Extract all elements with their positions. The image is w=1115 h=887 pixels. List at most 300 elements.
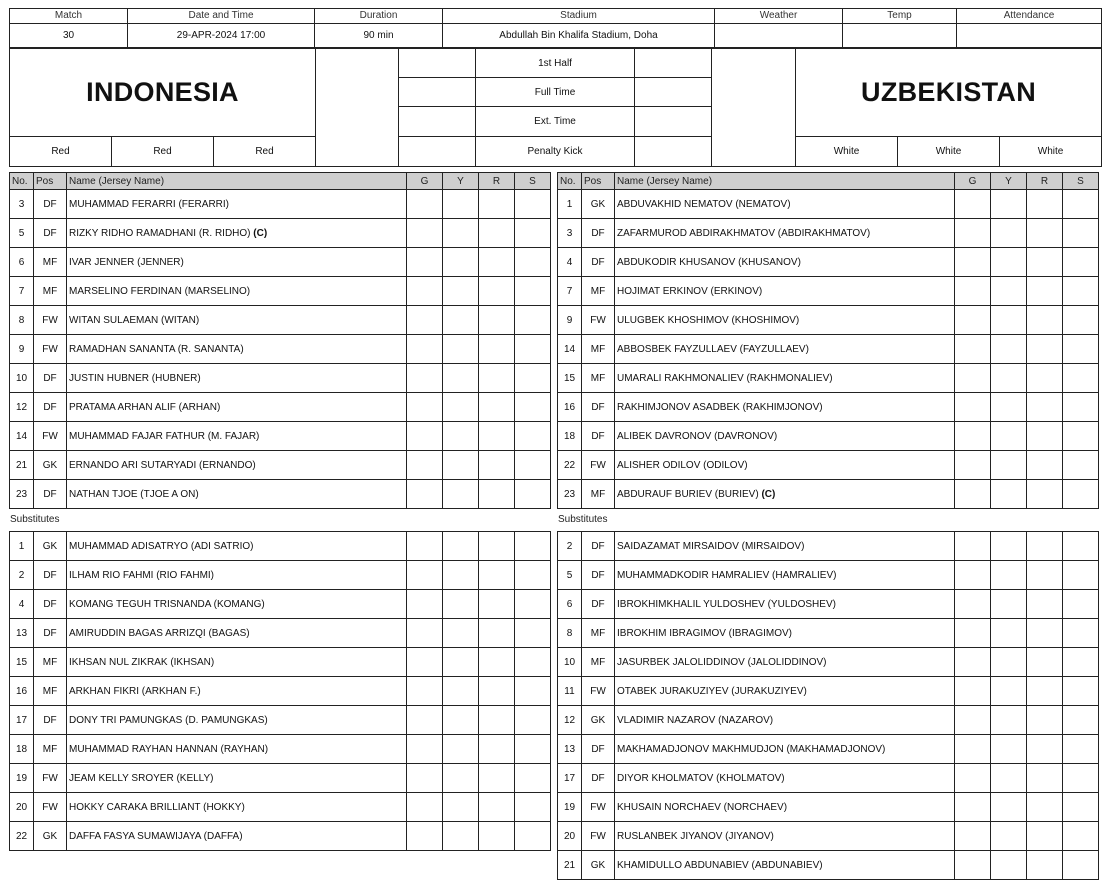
player-goals-cell: [955, 764, 991, 793]
column-header-no: No.: [10, 173, 34, 190]
player-yellow-cell: [991, 677, 1027, 706]
table-row: [10, 219, 551, 248]
player-yellow-cell: [991, 335, 1027, 364]
player-red-cell: [1027, 451, 1063, 480]
player-name: JASURBEK JALOLIDDINOV (JALOLIDDINOV): [617, 656, 827, 668]
table-row: [10, 619, 551, 648]
attendance-header: Attendance: [957, 9, 1102, 24]
table-row: [10, 532, 551, 561]
player-yellow-cell: [443, 590, 479, 619]
player-goals-cell: [955, 561, 991, 590]
player-goals-cell: [955, 335, 991, 364]
home-penalty-score: [399, 136, 476, 166]
player-position: FW: [34, 335, 67, 364]
player-name-cell: [67, 648, 407, 677]
player-yellow-cell: [443, 364, 479, 393]
player-name-cell: [615, 248, 955, 277]
player-yellow-cell: [991, 764, 1027, 793]
away-kit-shirt: White: [796, 136, 898, 166]
player-yellow-cell: [991, 219, 1027, 248]
player-sub-cell: [1063, 532, 1099, 561]
player-sub-cell: [515, 219, 551, 248]
player-position: FW: [582, 793, 615, 822]
table-row: [10, 480, 551, 509]
player-name: KHUSAIN NORCHAEV (NORCHAEV): [617, 801, 788, 813]
full-time-label: Full Time: [476, 78, 635, 107]
home-sub-table: [9, 531, 551, 851]
player-goals-cell: [955, 619, 991, 648]
player-red-cell: [479, 735, 515, 764]
player-name-cell: [67, 190, 407, 219]
player-goals-cell: [407, 190, 443, 219]
player-number: 20: [10, 793, 34, 822]
player-yellow-cell: [443, 764, 479, 793]
player-position: MF: [34, 248, 67, 277]
player-name-cell: [67, 364, 407, 393]
table-row: [10, 764, 551, 793]
player-red-cell: [1027, 277, 1063, 306]
player-red-cell: [479, 619, 515, 648]
player-position: MF: [34, 277, 67, 306]
player-red-cell: [1027, 648, 1063, 677]
player-position: DF: [582, 248, 615, 277]
player-yellow-cell: [991, 451, 1027, 480]
match-info-table: [9, 8, 1102, 48]
player-goals-cell: [955, 190, 991, 219]
player-red-cell: [1027, 422, 1063, 451]
table-row: [558, 619, 1099, 648]
player-position: DF: [582, 764, 615, 793]
player-number: 8: [10, 306, 34, 335]
player-sub-cell: [1063, 590, 1099, 619]
table-row: [558, 451, 1099, 480]
player-name-cell: [67, 677, 407, 706]
player-red-cell: [479, 532, 515, 561]
player-red-cell: [1027, 764, 1063, 793]
player-sub-cell: [1063, 248, 1099, 277]
away-kit-socks: White: [1000, 136, 1102, 166]
match-stadium: Abdullah Bin Khalifa Stadium, Doha: [443, 24, 715, 48]
column-header-r: R: [479, 173, 515, 190]
player-position: GK: [34, 532, 67, 561]
player-number: 21: [10, 451, 34, 480]
home-full-time-score: [399, 78, 476, 107]
player-number: 11: [558, 677, 582, 706]
player-number: 21: [558, 851, 582, 880]
player-sub-cell: [1063, 735, 1099, 764]
player-red-cell: [479, 706, 515, 735]
table-row: [558, 190, 1099, 219]
player-name-cell: [615, 219, 955, 248]
player-number: 10: [10, 364, 34, 393]
player-number: 18: [558, 422, 582, 451]
player-number: 7: [558, 277, 582, 306]
player-name: ILHAM RIO FAHMI (RIO FAHMI): [69, 569, 215, 581]
table-row: [558, 393, 1099, 422]
table-row: [10, 706, 551, 735]
player-yellow-cell: [443, 706, 479, 735]
player-name-cell: [615, 706, 955, 735]
player-sub-cell: [1063, 793, 1099, 822]
player-number: 13: [558, 735, 582, 764]
player-sub-cell: [1063, 677, 1099, 706]
player-name-cell: [67, 706, 407, 735]
player-goals-cell: [407, 532, 443, 561]
first-half-label: 1st Half: [476, 49, 635, 78]
player-sub-cell: [515, 677, 551, 706]
player-red-cell: [479, 480, 515, 509]
player-goals-cell: [955, 532, 991, 561]
player-yellow-cell: [991, 590, 1027, 619]
player-position: FW: [582, 451, 615, 480]
player-position: GK: [582, 706, 615, 735]
player-yellow-cell: [991, 190, 1027, 219]
player-name: OTABEK JURAKUZIYEV (JURAKUZIYEV): [617, 685, 807, 697]
table-row: [558, 219, 1099, 248]
player-red-cell: [1027, 735, 1063, 764]
player-yellow-cell: [991, 735, 1027, 764]
away-1st-half-score: [635, 49, 712, 78]
player-goals-cell: [955, 822, 991, 851]
player-name: KHAMIDULLO ABDUNABIEV (ABDUNABIEV): [617, 859, 823, 871]
player-red-cell: [1027, 480, 1063, 509]
player-name: ARKHAN FIKRI (ARKHAN F.): [69, 685, 201, 697]
player-yellow-cell: [443, 480, 479, 509]
captain-badge: (C): [253, 227, 268, 239]
table-row: [10, 364, 551, 393]
player-name-cell: [615, 451, 955, 480]
player-red-cell: [479, 190, 515, 219]
player-number: 12: [558, 706, 582, 735]
table-row: [10, 677, 551, 706]
player-name-cell: [615, 277, 955, 306]
player-sub-cell: [515, 793, 551, 822]
player-number: 14: [10, 422, 34, 451]
player-number: 6: [10, 248, 34, 277]
player-name-cell: [615, 190, 955, 219]
match-duration: 90 min: [315, 24, 443, 48]
table-row: [558, 248, 1099, 277]
away-ext-time-score: [635, 107, 712, 136]
table-row: [10, 335, 551, 364]
player-name: RIZKY RIDHO RAMADHANI (R. RIDHO): [69, 227, 251, 239]
player-goals-cell: [955, 306, 991, 335]
player-goals-cell: [955, 364, 991, 393]
player-name-cell: [67, 822, 407, 851]
player-number: 18: [10, 735, 34, 764]
table-row: [558, 335, 1099, 364]
player-yellow-cell: [443, 561, 479, 590]
match-header: Match: [10, 9, 128, 24]
player-number: 19: [10, 764, 34, 793]
player-name: ULUGBEK KHOSHIMOV (KHOSHIMOV): [617, 314, 800, 326]
player-position: GK: [34, 822, 67, 851]
player-name: IVAR JENNER (JENNER): [69, 256, 184, 268]
player-number: 4: [10, 590, 34, 619]
player-position: MF: [34, 677, 67, 706]
column-header-pos: Pos: [582, 173, 615, 190]
player-position: MF: [34, 648, 67, 677]
player-sub-cell: [515, 590, 551, 619]
table-row: [10, 735, 551, 764]
player-yellow-cell: [991, 561, 1027, 590]
player-name: MUHAMMAD FERARRI (FERARRI): [69, 198, 229, 210]
player-position: GK: [582, 190, 615, 219]
away-kit-shorts: White: [898, 136, 1000, 166]
player-number: 13: [10, 619, 34, 648]
player-number: 16: [10, 677, 34, 706]
weather-header: Weather: [715, 9, 843, 24]
player-number: 5: [558, 561, 582, 590]
player-position: MF: [582, 648, 615, 677]
player-goals-cell: [407, 364, 443, 393]
player-number: 2: [558, 532, 582, 561]
player-name-cell: [615, 764, 955, 793]
player-goals-cell: [955, 422, 991, 451]
player-number: 17: [10, 706, 34, 735]
player-sub-cell: [1063, 480, 1099, 509]
player-position: FW: [582, 822, 615, 851]
player-number: 10: [558, 648, 582, 677]
player-goals-cell: [955, 451, 991, 480]
player-number: 4: [558, 248, 582, 277]
player-goals-cell: [407, 248, 443, 277]
player-yellow-cell: [991, 822, 1027, 851]
player-red-cell: [479, 364, 515, 393]
player-name-cell: [615, 561, 955, 590]
penalty-kick-label: Penalty Kick: [476, 136, 635, 166]
table-row: [558, 561, 1099, 590]
table-row: [10, 561, 551, 590]
player-sub-cell: [1063, 822, 1099, 851]
player-red-cell: [479, 277, 515, 306]
away-full-time-score: [635, 78, 712, 107]
table-row: [558, 277, 1099, 306]
player-yellow-cell: [991, 277, 1027, 306]
player-yellow-cell: [991, 648, 1027, 677]
match-weather: [715, 24, 843, 48]
player-name-cell: [615, 393, 955, 422]
player-sub-cell: [515, 480, 551, 509]
table-row: [10, 306, 551, 335]
player-name: AMIRUDDIN BAGAS ARRIZQI (BAGAS): [69, 627, 250, 639]
player-name: HOKKY CARAKA BRILLIANT (HOKKY): [69, 801, 245, 813]
player-number: 5: [10, 219, 34, 248]
player-name-cell: [67, 277, 407, 306]
player-name: ABBOSBEK FAYZULLAEV (FAYZULLAEV): [617, 343, 809, 355]
player-sub-cell: [515, 619, 551, 648]
player-goals-cell: [407, 219, 443, 248]
player-name-cell: [67, 306, 407, 335]
away-sub-table: [557, 531, 1099, 880]
player-name-cell: [615, 422, 955, 451]
player-yellow-cell: [443, 793, 479, 822]
player-sub-cell: [1063, 277, 1099, 306]
player-position: GK: [34, 451, 67, 480]
player-name: RAMADHAN SANANTA (R. SANANTA): [69, 343, 244, 355]
player-yellow-cell: [991, 422, 1027, 451]
player-goals-cell: [955, 590, 991, 619]
column-header-row: [558, 173, 1099, 190]
player-position: FW: [34, 306, 67, 335]
player-name: VLADIMIR NAZAROV (NAZAROV): [617, 714, 774, 726]
player-sub-cell: [1063, 764, 1099, 793]
player-number: 15: [558, 364, 582, 393]
column-header-pos: Pos: [34, 173, 67, 190]
player-name-cell: [615, 648, 955, 677]
player-number: 23: [558, 480, 582, 509]
player-name-cell: [67, 590, 407, 619]
player-sub-cell: [515, 706, 551, 735]
player-goals-cell: [955, 277, 991, 306]
player-sub-cell: [1063, 422, 1099, 451]
player-name-cell: [615, 480, 955, 509]
table-row: [10, 190, 551, 219]
table-row: [10, 590, 551, 619]
table-row: [10, 822, 551, 851]
player-sub-cell: [1063, 190, 1099, 219]
player-name-cell: [67, 619, 407, 648]
player-name: DIYOR KHOLMATOV (KHOLMATOV): [617, 772, 785, 784]
player-red-cell: [479, 451, 515, 480]
player-goals-cell: [407, 277, 443, 306]
player-red-cell: [479, 219, 515, 248]
player-yellow-cell: [443, 248, 479, 277]
player-yellow-cell: [991, 480, 1027, 509]
player-sub-cell: [515, 364, 551, 393]
player-goals-cell: [407, 648, 443, 677]
column-header-g: G: [407, 173, 443, 190]
player-number: 7: [10, 277, 34, 306]
player-name: MARSELINO FERDINAN (MARSELINO): [69, 285, 251, 297]
player-yellow-cell: [991, 851, 1027, 880]
player-red-cell: [479, 677, 515, 706]
player-name-cell: [615, 590, 955, 619]
player-goals-cell: [407, 822, 443, 851]
team-header-table: [9, 48, 1102, 167]
player-position: DF: [34, 590, 67, 619]
player-name: DAFFA FASYA SUMAWIJAYA (DAFFA): [69, 830, 243, 842]
player-position: GK: [582, 851, 615, 880]
player-sub-cell: [515, 648, 551, 677]
player-red-cell: [479, 822, 515, 851]
player-red-cell: [1027, 822, 1063, 851]
player-red-cell: [1027, 793, 1063, 822]
match-date: 29-APR-2024 17:00: [128, 24, 315, 48]
player-yellow-cell: [443, 619, 479, 648]
player-name-cell: [615, 735, 955, 764]
player-red-cell: [1027, 532, 1063, 561]
player-sub-cell: [1063, 648, 1099, 677]
player-position: MF: [34, 735, 67, 764]
player-number: 22: [558, 451, 582, 480]
column-header-r: R: [1027, 173, 1063, 190]
player-red-cell: [479, 306, 515, 335]
player-goals-cell: [407, 793, 443, 822]
player-position: DF: [34, 480, 67, 509]
player-name: MUHAMMAD ADISATRYO (ADI SATRIO): [69, 540, 254, 552]
player-yellow-cell: [991, 364, 1027, 393]
player-position: FW: [34, 422, 67, 451]
player-name-cell: [615, 851, 955, 880]
player-yellow-cell: [991, 532, 1027, 561]
column-header-y: Y: [443, 173, 479, 190]
player-name: RAKHIMJONOV ASADBEK (RAKHIMJONOV): [617, 401, 823, 413]
player-red-cell: [479, 393, 515, 422]
player-yellow-cell: [443, 822, 479, 851]
player-goals-cell: [407, 677, 443, 706]
player-goals-cell: [407, 306, 443, 335]
stadium-header: Stadium: [443, 9, 715, 24]
player-number: 17: [558, 764, 582, 793]
player-name: JUSTIN HUBNER (HUBNER): [69, 372, 201, 384]
player-position: MF: [582, 335, 615, 364]
player-position: DF: [582, 532, 615, 561]
player-sub-cell: [1063, 219, 1099, 248]
player-number: 9: [10, 335, 34, 364]
player-name: WITAN SULAEMAN (WITAN): [69, 314, 200, 326]
captain-badge: (C): [761, 488, 776, 500]
column-header-row: [10, 173, 551, 190]
away-penalty-score: [635, 136, 712, 166]
player-number: 12: [10, 393, 34, 422]
player-name-cell: [615, 619, 955, 648]
player-name-cell: [67, 451, 407, 480]
match-temp: [843, 24, 957, 48]
player-number: 14: [558, 335, 582, 364]
player-name: HOJIMAT ERKINOV (ERKINOV): [617, 285, 763, 297]
player-position: MF: [582, 364, 615, 393]
column-header-y: Y: [991, 173, 1027, 190]
player-sub-cell: [515, 306, 551, 335]
player-goals-cell: [955, 677, 991, 706]
player-yellow-cell: [991, 619, 1027, 648]
player-goals-cell: [407, 706, 443, 735]
player-name: JEAM KELLY SROYER (KELLY): [69, 772, 214, 784]
player-red-cell: [1027, 677, 1063, 706]
player-yellow-cell: [443, 219, 479, 248]
player-sub-cell: [1063, 619, 1099, 648]
player-goals-cell: [407, 619, 443, 648]
away-team-name: UZBEKISTAN: [796, 49, 1102, 137]
home-kit-shorts: Red: [112, 136, 214, 166]
player-number: 3: [558, 219, 582, 248]
player-sub-cell: [515, 561, 551, 590]
player-red-cell: [479, 590, 515, 619]
player-goals-cell: [955, 706, 991, 735]
home-kit-socks: Red: [214, 136, 316, 166]
player-position: DF: [34, 364, 67, 393]
player-number: 1: [10, 532, 34, 561]
player-goals-cell: [407, 561, 443, 590]
player-name-cell: [67, 422, 407, 451]
player-position: MF: [582, 619, 615, 648]
player-yellow-cell: [443, 422, 479, 451]
player-sub-cell: [515, 393, 551, 422]
player-name: ALIBEK DAVRONOV (DAVRONOV): [617, 430, 778, 442]
player-yellow-cell: [991, 706, 1027, 735]
home-kit-shirt: Red: [10, 136, 112, 166]
player-yellow-cell: [991, 306, 1027, 335]
player-name: RUSLANBEK JIYANOV (JIYANOV): [617, 830, 774, 842]
player-yellow-cell: [443, 335, 479, 364]
player-sub-cell: [515, 248, 551, 277]
player-sub-cell: [1063, 306, 1099, 335]
player-red-cell: [479, 793, 515, 822]
player-red-cell: [1027, 335, 1063, 364]
player-yellow-cell: [991, 393, 1027, 422]
table-row: [558, 306, 1099, 335]
